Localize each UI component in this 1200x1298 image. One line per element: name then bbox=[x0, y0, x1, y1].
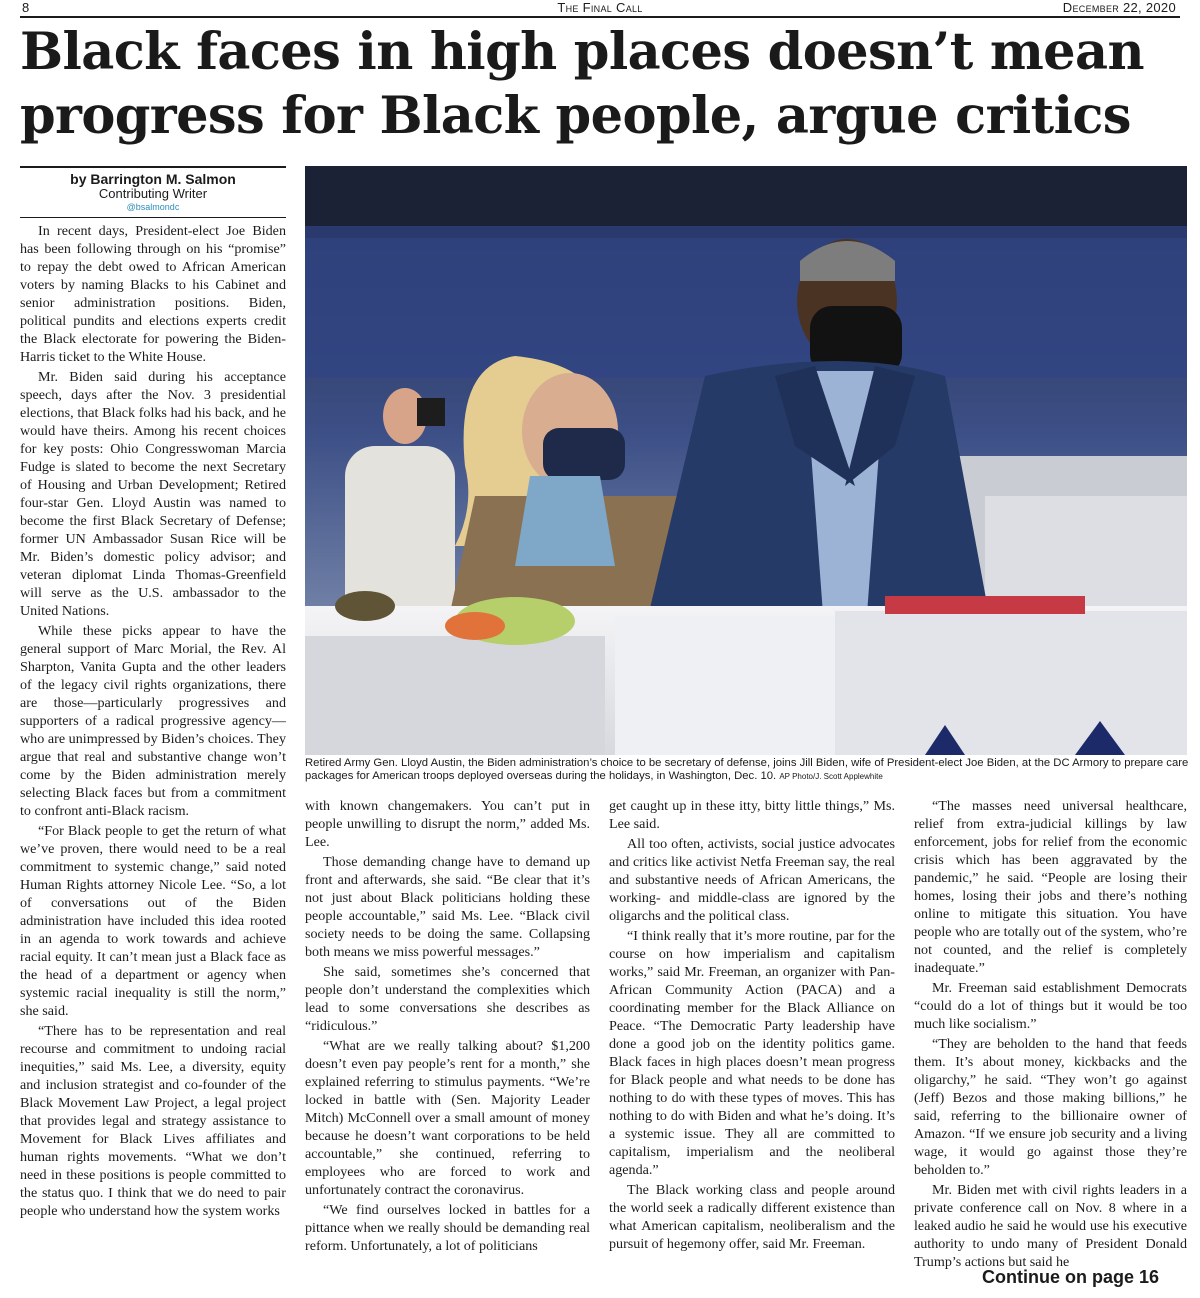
paragraph: “We find ourselves locked in battles for a pittance when we really should be demanding real reform. Unfortunately, a lot of politicians bbox=[305, 1202, 590, 1254]
paragraph: “There has to be representation and real recourse and commitment to undoing racial inequities,” said Ms. Lee, a diversity, equity and inclusion strategist and co-founder of the Black Movement Law Project, a legal project that provides legal and strategy assistance to Movement for Black Lives affiliates and human rights movements. “What we don’t need in these positions is people committed to the status quo. I think that we do need to pair people who understand how the system works bbox=[20, 1023, 286, 1219]
paragraph: get caught up in these itty, bitty little things,” Ms. Lee said. bbox=[609, 798, 895, 832]
paragraph: All too often, activists, social justice advocates and critics like activist Netfa Freeman say, the real and substantive needs of African Americans, the working- and middle-class are ignored by the oligarchs and the political class. bbox=[609, 836, 895, 924]
twitter-handle[interactable]: @bsalmondc bbox=[126, 202, 180, 212]
paragraph: While these picks appear to have the general support of Marc Morial, the Rev. Al Sharpton, Vanita Gupta and the other leaders of the legacy civil rights organizations, there are those—particularly progressives and supporters of a radical progressive agency—who are unimpressed by Biden’s choices. They argue that real and substantive change won’t come by the Biden administration merely selecting Black faces but from a commitment to confront anti-Black racism. bbox=[20, 623, 286, 819]
page-number: 8 bbox=[22, 0, 30, 15]
issue-date: December 22, 2020 bbox=[1062, 0, 1176, 15]
paragraph: She said, sometimes she’s concerned that people don’t understand the complexities which lead to some conversations she describes as “ridiculous.” bbox=[305, 964, 590, 1034]
paragraph: “What are we really talking about? $1,200 doesn’t even pay people’s rent for a month,” she explained referring to stimulus payments. “We’re locked in battle with (Sen. Majority Leader Mitch) McConnell over a small amount of money because he doesn’t want corporations to be held accountable,” she continued, referring to employees who are forced to work and unfortunately contract the coronavirus. bbox=[305, 1038, 590, 1198]
paragraph: “For Black people to get the return of what we’ve proven, there would need to be a real commitment to systemic change,” said noted Human Rights attorney Nicole Lee. “So, a lot of conversations out of the Biden administration have included this idea rooted in an agenda to work towards and achieve racial equity. It can’t mean just a Black face as the head of a department or agency when systemic racial inequality is still the norm,” she said. bbox=[20, 823, 286, 1019]
paragraph: Mr. Freeman said establishment Democrats “could do a lot of things but it would be too much like socialism.” bbox=[914, 980, 1187, 1032]
byline-author: by Barrington M. Salmon bbox=[70, 171, 236, 187]
article-column-2 bbox=[305, 797, 590, 1257]
page-header bbox=[20, 0, 1180, 18]
paragraph: Mr. Biden said during his acceptance speech, days after the Nov. 3 presidential elections, that Black folks had his back, and he would have theirs. Among his recent choices for key posts: Ohio Congresswoman Marcia Fudge is slated to become the next Secretary of Housing and Urban Development; Retired four-star Gen. Lloyd Austin was named to become the first Black Secretary of Defense; former UN Ambassador Susan Rice will be Mr. Biden’s domestic policy advisor; and veteran diplomat Linda Thomas-Greenfield will serve as the U.S. ambassador to the United Nations. bbox=[20, 369, 286, 619]
paragraph: In recent days, President-elect Joe Biden has been following through on his “promise” to repay the debt owed to African American voters by naming Blacks to his Cabinet and senior administration positions. Biden, political pundits and elections experts credit the Black electorate for powering the Biden-Harris ticket to the White House. bbox=[20, 223, 286, 365]
paragraph: The Black working class and people around the world seek a radically different existence than what American capitalism, neoliberalism and the pursuit of hegemony offer, said Mr. Freeman. bbox=[609, 1182, 895, 1252]
article-column-4 bbox=[914, 797, 1187, 1273]
paragraph: “I think really that it’s more routine, par for the course on how imperialism and capitalism works,” said Mr. Freeman, an organizer with Pan-African Community Action (PACA) and a coordinating member for the Black Alliance on Peace. “The Democratic Party leadership have done a good job on the identity politics game. Black faces in high places doesn’t mean progress for Black people and what needs to be done has nothing to do with these types of moves. This has nothing to do with Biden and what he’s doing. It’s a systemic issue. They all are committed to capitalism, imperialism and the neoliberal agenda.” bbox=[609, 928, 895, 1178]
photo-credit: AP Photo/J. Scott Applewhite bbox=[779, 772, 883, 781]
photo-illustration bbox=[305, 166, 1187, 755]
masthead: The Final Call bbox=[557, 0, 643, 15]
article-photo bbox=[305, 166, 1187, 755]
paragraph: “The masses need universal healthcare, relief from extra-judicial killings by law enforcement, jobs for relief from the economic crisis which has been aggravated by the pandemic,” he said. “People are losing their homes, losing their jobs and there’s nothing online to mitigate this situation. You have people who are totally out of the system, who’re not counted, and the relief is completely inadequate.” bbox=[914, 798, 1187, 976]
article-column-1 bbox=[20, 222, 286, 1222]
paragraph: Those demanding change have to demand up front and afterwards, she said. “Be clear that it’s not just about Black politicians holding these people accountable,” said Ms. Lee. “Black civil society needs to be doing the same. Collapsing both means we miss powerful messages.” bbox=[305, 854, 590, 960]
paragraph: Mr. Biden met with civil rights leaders in a private conference call on Nov. 8 where in a leaked audio he said he would use his executive authority to undo many of President Donald Trump’s actions but said he bbox=[914, 1182, 1187, 1270]
article-column-3 bbox=[609, 797, 895, 1255]
paragraph: “They are beholden to the hand that feeds them. It’s about money, kickbacks and the oligarchy,” he said. “They won’t go against (Jeff) Bezos and those making billions,” he said, referring to the billionaire owner of Amazon. “If we ensure job security and a living wage, it would go against those they’re beholden to.” bbox=[914, 1036, 1187, 1178]
caption-text: Retired Army Gen. Lloyd Austin, the Biden administration’s choice to be secretary of defense, joins Jill Biden, wife of President-elect Joe Biden, at the DC Armory to prepare care packages for American troops deployed overseas during the holidays, in Washington, Dec. 10. bbox=[305, 757, 1189, 782]
headline: Black faces in high places doesn’t mean progress for Black people, argue critics bbox=[20, 22, 1144, 146]
byline bbox=[20, 166, 286, 213]
paragraph: with known changemakers. You can’t put in people unwilling to disrupt the norm,” added Ms. Lee. bbox=[305, 798, 590, 850]
photo-caption bbox=[305, 757, 1190, 783]
byline-divider bbox=[20, 217, 286, 218]
continuation-link[interactable]: Continue on page 16 bbox=[982, 1267, 1160, 1287]
byline-role: Contributing Writer bbox=[98, 186, 208, 201]
